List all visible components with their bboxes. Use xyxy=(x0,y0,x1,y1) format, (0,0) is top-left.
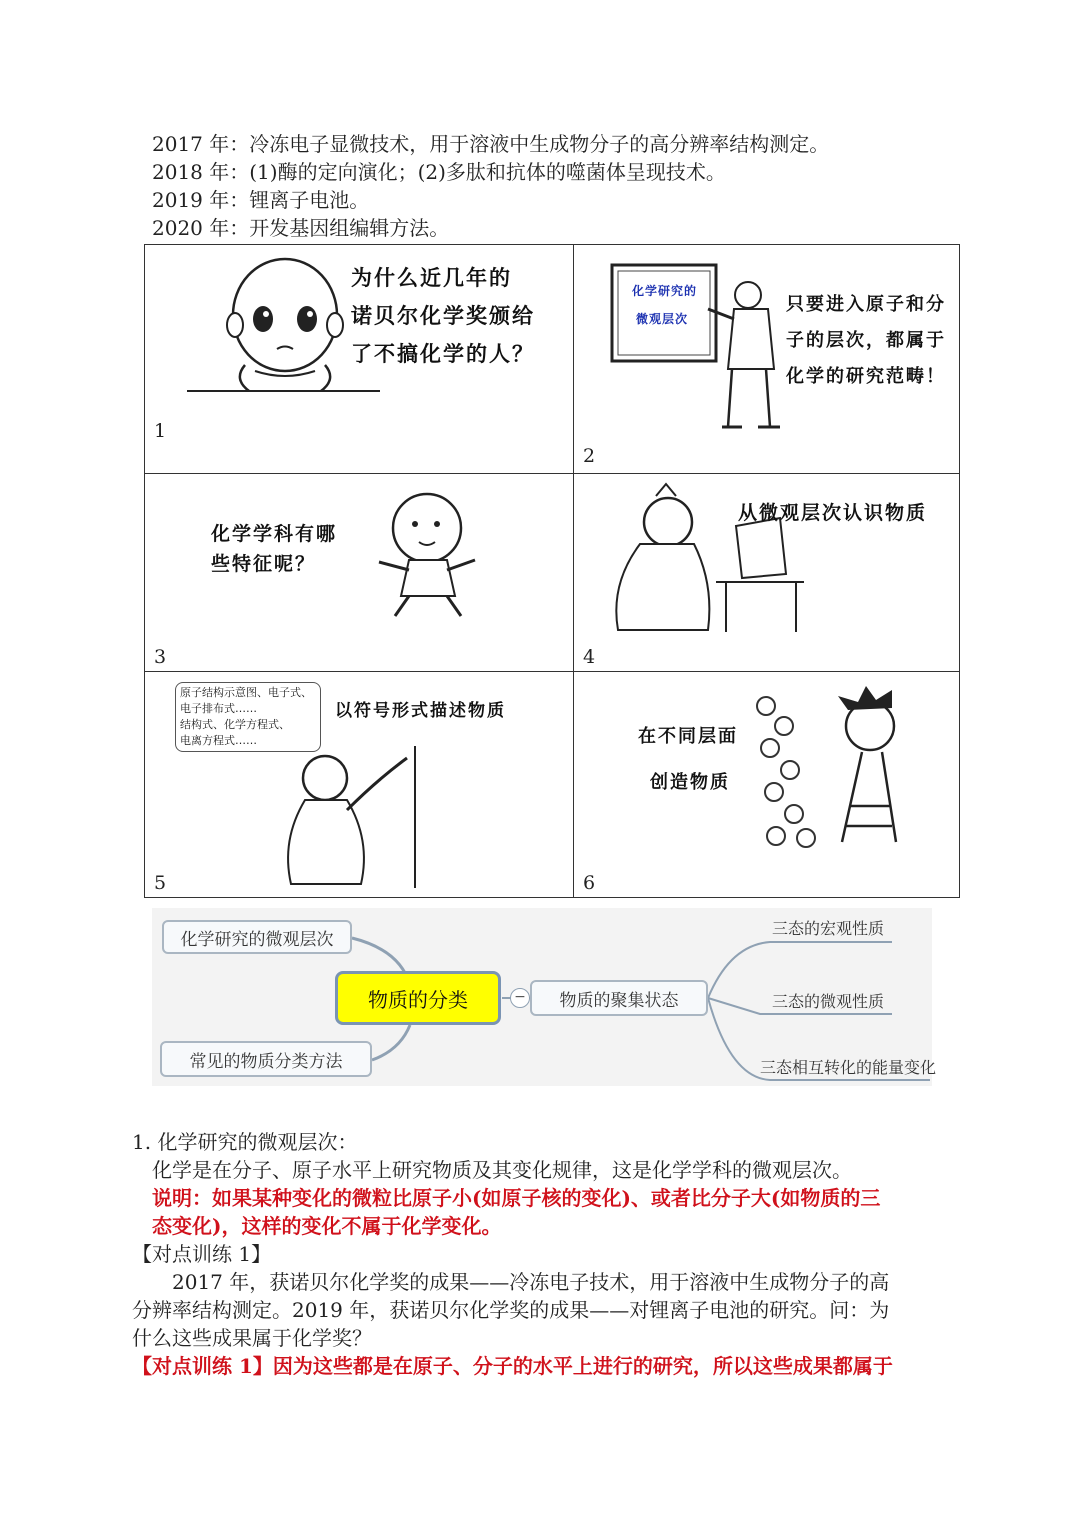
panel-2-line-3: 化学的研究范畴！ xyxy=(786,366,946,387)
mindmap-leaf-energy: 三态相互转化的能量变化 xyxy=(760,1058,937,1077)
panel-3-line-1: 化学学科有哪 xyxy=(211,523,338,545)
intro-line-2017: 2017 年：冷冻电子显微技术，用于溶液中生成物分子的高分辨率结构测定。 xyxy=(152,132,830,156)
board-line-1: 化学研究的 xyxy=(632,284,698,298)
board-line-2: 微观层次 xyxy=(636,312,689,326)
intro-line-2019: 2019 年：锂离子电池。 xyxy=(152,188,370,212)
answer-text: 因为这些都是在原子、分子的水平上进行的研究，所以这些成果都属于 xyxy=(272,1354,893,1378)
mindmap-leaf-micro: 三态的微观性质 xyxy=(772,992,885,1011)
note-line-1: 说明：如果某种变化的微粒比原子小(如原子核的变化)、或者比分子大(如物质的三 xyxy=(152,1186,881,1210)
section-1-body: 化学是在分子、原子水平上研究物质及其变化规律，这是化学学科的微观层次。 xyxy=(152,1158,852,1182)
panel-3-number: 3 xyxy=(154,646,167,668)
mindmap-node-classification-methods: 常见的物质分类方法 xyxy=(160,1041,372,1077)
panel-5-number: 5 xyxy=(154,872,167,894)
panel-1-line-2: 诺贝尔化学奖颁给 xyxy=(351,304,535,328)
bubble-line-4: 电离方程式…… xyxy=(180,734,257,747)
panel-4-line-1: 从微观层次认识物质 xyxy=(738,502,928,524)
answer-label: 【对点训练 1】 xyxy=(132,1354,273,1378)
panel-2-line-1: 只要进入原子和分 xyxy=(786,294,946,315)
collapse-toggle[interactable]: − xyxy=(510,988,530,1008)
intro-line-2020: 2020 年：开发基因组编辑方法。 xyxy=(152,216,450,240)
bubble-line-1: 原子结构示意图、电子式、 xyxy=(180,686,312,699)
panel-4-number: 4 xyxy=(583,646,596,668)
question-line-1: 2017 年，获诺贝尔化学奖的成果——冷冻电子技术，用于溶液中生成物分子的高 xyxy=(172,1270,890,1294)
panel-5-line-1: 以符号形式描述物质 xyxy=(335,701,506,721)
mindmap-center-node: 物质的分类 xyxy=(335,971,501,1025)
bubble-line-3: 结构式、化学方程式、 xyxy=(180,718,290,731)
answer-line xyxy=(132,1352,893,1380)
panel-2-line-2: 子的层次，都属于 xyxy=(786,330,946,351)
note-line-2: 态变化)，这样的变化不属于化学变化。 xyxy=(152,1214,502,1238)
panel-2-number: 2 xyxy=(583,445,596,467)
intro-line-2018: 2018 年：(1)酶的定向演化；(2)多肽和抗体的噬菌体呈现技术。 xyxy=(152,160,726,184)
bubble-line-2: 电子排布式…… xyxy=(180,702,257,715)
mindmap-node-micro-level: 化学研究的微观层次 xyxy=(162,920,352,954)
panel-6-number: 6 xyxy=(583,872,596,894)
panel-1-line-3: 了不搞化学的人？ xyxy=(351,342,535,366)
question-line-2: 分辨率结构测定。2019 年，获诺贝尔化学奖的成果——对锂离子电池的研究。问：为 xyxy=(132,1298,890,1322)
training-title: 【对点训练 1】 xyxy=(132,1242,272,1266)
panel-6-line-2: 创造物质 xyxy=(650,772,730,793)
mindmap-node-aggregation-state: 物质的聚集状态 xyxy=(530,980,708,1016)
mindmap-leaf-macro: 三态的宏观性质 xyxy=(772,919,885,938)
question-line-3: 什么这些成果属于化学奖？ xyxy=(132,1326,372,1350)
panel-1-line-1: 为什么近几年的 xyxy=(351,266,512,290)
panel-3-line-2: 些特征呢？ xyxy=(211,553,317,575)
section-1-heading: 1. 化学研究的微观层次： xyxy=(132,1130,358,1154)
panel-6-line-1: 在不同层面 xyxy=(638,726,738,747)
panel-1-number: 1 xyxy=(154,420,167,442)
